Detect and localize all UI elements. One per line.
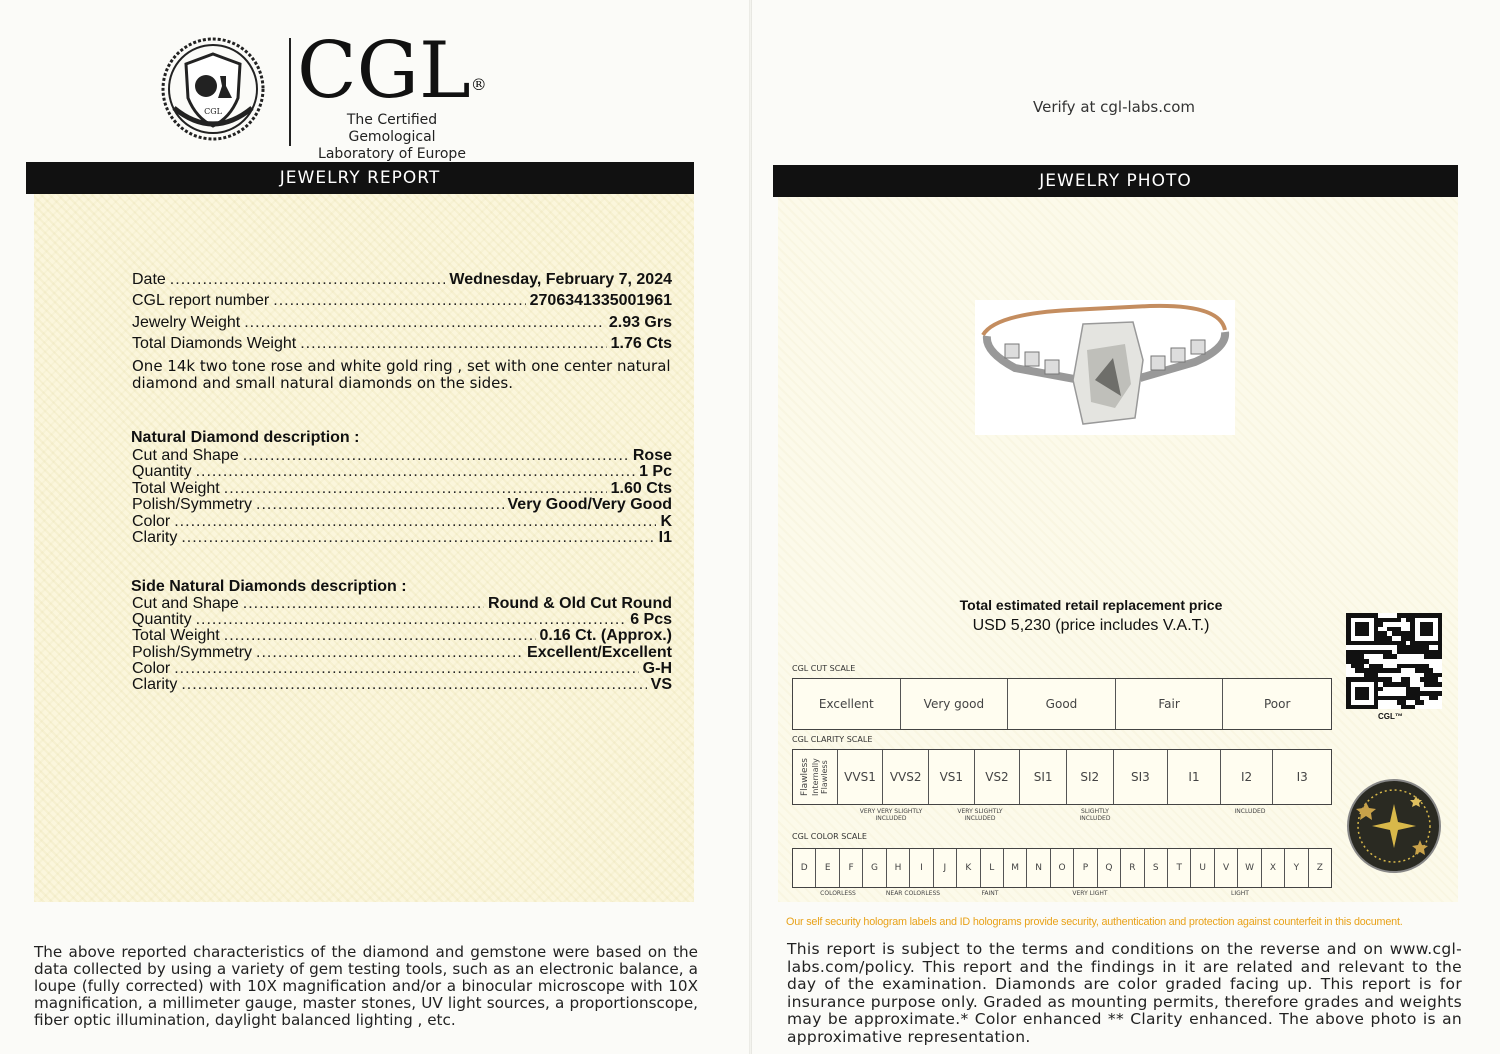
color-cell-x: X xyxy=(1261,849,1284,887)
jewelry-report-header: JEWELRY REPORT xyxy=(26,162,694,194)
color-cell-h: H xyxy=(886,849,909,887)
color-cell-g: G xyxy=(862,849,885,887)
jewelry-weight-row: Jewelry Weight ..... 2.93 Grs xyxy=(132,314,672,332)
qr-label: CGL™ xyxy=(1378,712,1403,721)
side-clarity-row: Clarity ..... VS xyxy=(132,676,672,694)
color-cell-d: D xyxy=(800,863,808,873)
clarity-flawless: Flawless xyxy=(800,758,811,796)
clarity-group-vvs: VERY VERY SLIGHTLY INCLUDED xyxy=(859,808,923,822)
clarity-flawless-cell xyxy=(793,750,837,804)
jewelry-photo-header: JEWELRY PHOTO xyxy=(773,165,1458,197)
color-scale-title: CGL COLOR SCALE xyxy=(792,832,867,841)
lab-tagline: The Certified Gemological Laboratory of Europe xyxy=(318,112,466,162)
cut-good: Good xyxy=(1007,679,1115,729)
security-hologram xyxy=(1346,778,1442,874)
color-cell-p: P xyxy=(1073,849,1096,887)
color-group-near-colorless: NEAR COLORLESS xyxy=(885,890,941,897)
color-cell-u: U xyxy=(1190,849,1213,887)
side-color-row: Color ..... G-H xyxy=(132,660,672,678)
color-cell-v: V xyxy=(1214,849,1237,887)
clarity-scale xyxy=(792,749,1332,805)
color-cell-m: M xyxy=(1003,849,1026,887)
color-cell-y: Y xyxy=(1284,849,1307,887)
clarity-group-i: INCLUDED xyxy=(1234,808,1266,815)
color-cell-i: I xyxy=(909,849,932,887)
svg-text:CGL: CGL xyxy=(204,107,222,116)
clarity-si2: SI2 xyxy=(1066,750,1113,804)
clarity-si3: SI3 xyxy=(1113,750,1168,804)
total-diamonds-weight-row: Total Diamonds Weight ..... 1.76 Cts xyxy=(132,335,672,353)
page-fold xyxy=(749,0,752,1054)
cgl-seal-logo xyxy=(160,36,266,142)
side-weight-row: Total Weight ..... 0.16 Ct. (Approx.) xyxy=(132,627,672,645)
side-diamonds-title: Side Natural Diamonds description : xyxy=(131,578,407,595)
clarity-vvs1: VVS1 xyxy=(837,750,883,804)
price-title: Total estimated retail replacement price xyxy=(959,597,1223,613)
color-cell-l: L xyxy=(980,849,1003,887)
color-cell-z: Z xyxy=(1308,849,1331,887)
security-note: Our self security hologram labels and ID holograms provide security, authentication and protection against counterfeit in this document. xyxy=(786,916,1403,928)
color-group-light: LIGHT xyxy=(1231,890,1249,897)
natural-weight-row: Total Weight ..... 1.60 Cts xyxy=(132,480,672,498)
clarity-group-vs: VERY SLIGHTLY INCLUDED xyxy=(957,808,1003,822)
report-number-row: CGL report number ..... 2706341335001961 xyxy=(132,292,672,310)
color-cell-r: R xyxy=(1120,849,1143,887)
price-value: USD 5,230 (price includes V.A.T.) xyxy=(972,617,1210,634)
date-row: Date ..... Wednesday, February 7, 2024 xyxy=(132,271,672,289)
ring-photo xyxy=(975,300,1235,435)
side-cut-row: Cut and Shape ..... Round & Old Cut Round xyxy=(132,595,672,613)
clarity-i2: I2 xyxy=(1220,750,1273,804)
natural-cut-row: Cut and Shape ..... Rose xyxy=(132,447,672,465)
cut-poor: Poor xyxy=(1222,679,1331,729)
clarity-group-si: SLIGHTLY INCLUDED xyxy=(1079,808,1111,822)
clarity-internally-flawless: Internally Flawless xyxy=(811,758,830,796)
cgl-logo-text: CGL® xyxy=(297,26,487,116)
color-cell-q: Q xyxy=(1097,849,1120,887)
jewelry-description: One 14k two tone rose and white gold ring , set with one center natural diamond and small natural diamonds on the sides. xyxy=(132,357,671,392)
clarity-scale-title: CGL CLARITY SCALE xyxy=(792,735,873,744)
cut-scale xyxy=(792,678,1332,730)
clarity-si1: SI1 xyxy=(1019,750,1066,804)
color-cell-w: W xyxy=(1237,849,1260,887)
testing-disclaimer: The above reported characteristics of the diamond and gemstone were based on the data collected by using a variety of gem testing tools, such as an electronic balance, a loupe (fully corrected) with 10X magnification and/or a binocular microscope with 10X magnification, a millimeter gauge, master stones, UV light sources, a proportionscope, fiber optic illumination, daylight balanced lighting , etc. xyxy=(34,943,698,1029)
qr-module xyxy=(1438,705,1443,710)
color-cell-f: F xyxy=(839,849,862,887)
color-cell-n: N xyxy=(1026,849,1049,887)
natural-color-row: Color ..... K xyxy=(132,513,672,531)
color-cell-e: E xyxy=(815,849,838,887)
color-cell-k: K xyxy=(956,849,979,887)
cut-fair: Fair xyxy=(1115,679,1223,729)
color-cell-j: J xyxy=(933,849,956,887)
natural-polish-row: Polish/Symmetry ..... Very Good/Very Good xyxy=(132,496,672,514)
terms-text: This report is subject to the terms and conditions on the reverse and on www.cgl-labs.com/policy. This report and the findings in it are related and relevant to the day of the examination. Diamonds are color graded facing up. This report is for insurance purpose only. Graded as mounting permits, therefore grades and weights may be approximate.* Color enhanced ** Clarity enhanced. The above photo is an approximative representation. xyxy=(787,940,1462,1046)
side-polish-row: Polish/Symmetry ..... Excellent/Excellent xyxy=(132,644,672,662)
color-group-colorless: COLORLESS xyxy=(820,890,856,897)
qr-code[interactable] xyxy=(1346,613,1442,709)
clarity-i3: I3 xyxy=(1272,750,1331,804)
clarity-vs2: VS2 xyxy=(974,750,1020,804)
logo-divider xyxy=(289,38,291,146)
cut-excellent: Excellent xyxy=(818,697,874,711)
color-group-very-light: VERY LIGHT xyxy=(1072,890,1108,897)
clarity-vvs2: VVS2 xyxy=(882,750,928,804)
natural-quantity-row: Quantity ..... 1 Pc xyxy=(132,463,672,481)
natural-diamond-title: Natural Diamond description : xyxy=(131,429,360,446)
color-scale xyxy=(792,848,1332,888)
color-cell-t: T xyxy=(1167,849,1190,887)
side-quantity-row: Quantity ..... 6 Pcs xyxy=(132,611,672,629)
cut-scale-title: CGL CUT SCALE xyxy=(792,664,856,673)
color-cell-o: O xyxy=(1050,849,1073,887)
clarity-vs1: VS1 xyxy=(928,750,974,804)
verify-link[interactable]: Verify at cgl-labs.com xyxy=(1033,98,1196,116)
cut-very-good: Very good xyxy=(900,679,1008,729)
color-group-faint: FAINT xyxy=(981,890,999,897)
natural-clarity-row: Clarity ..... I1 xyxy=(132,529,672,547)
color-cell-s: S xyxy=(1144,849,1167,887)
clarity-i1: I1 xyxy=(1167,750,1220,804)
